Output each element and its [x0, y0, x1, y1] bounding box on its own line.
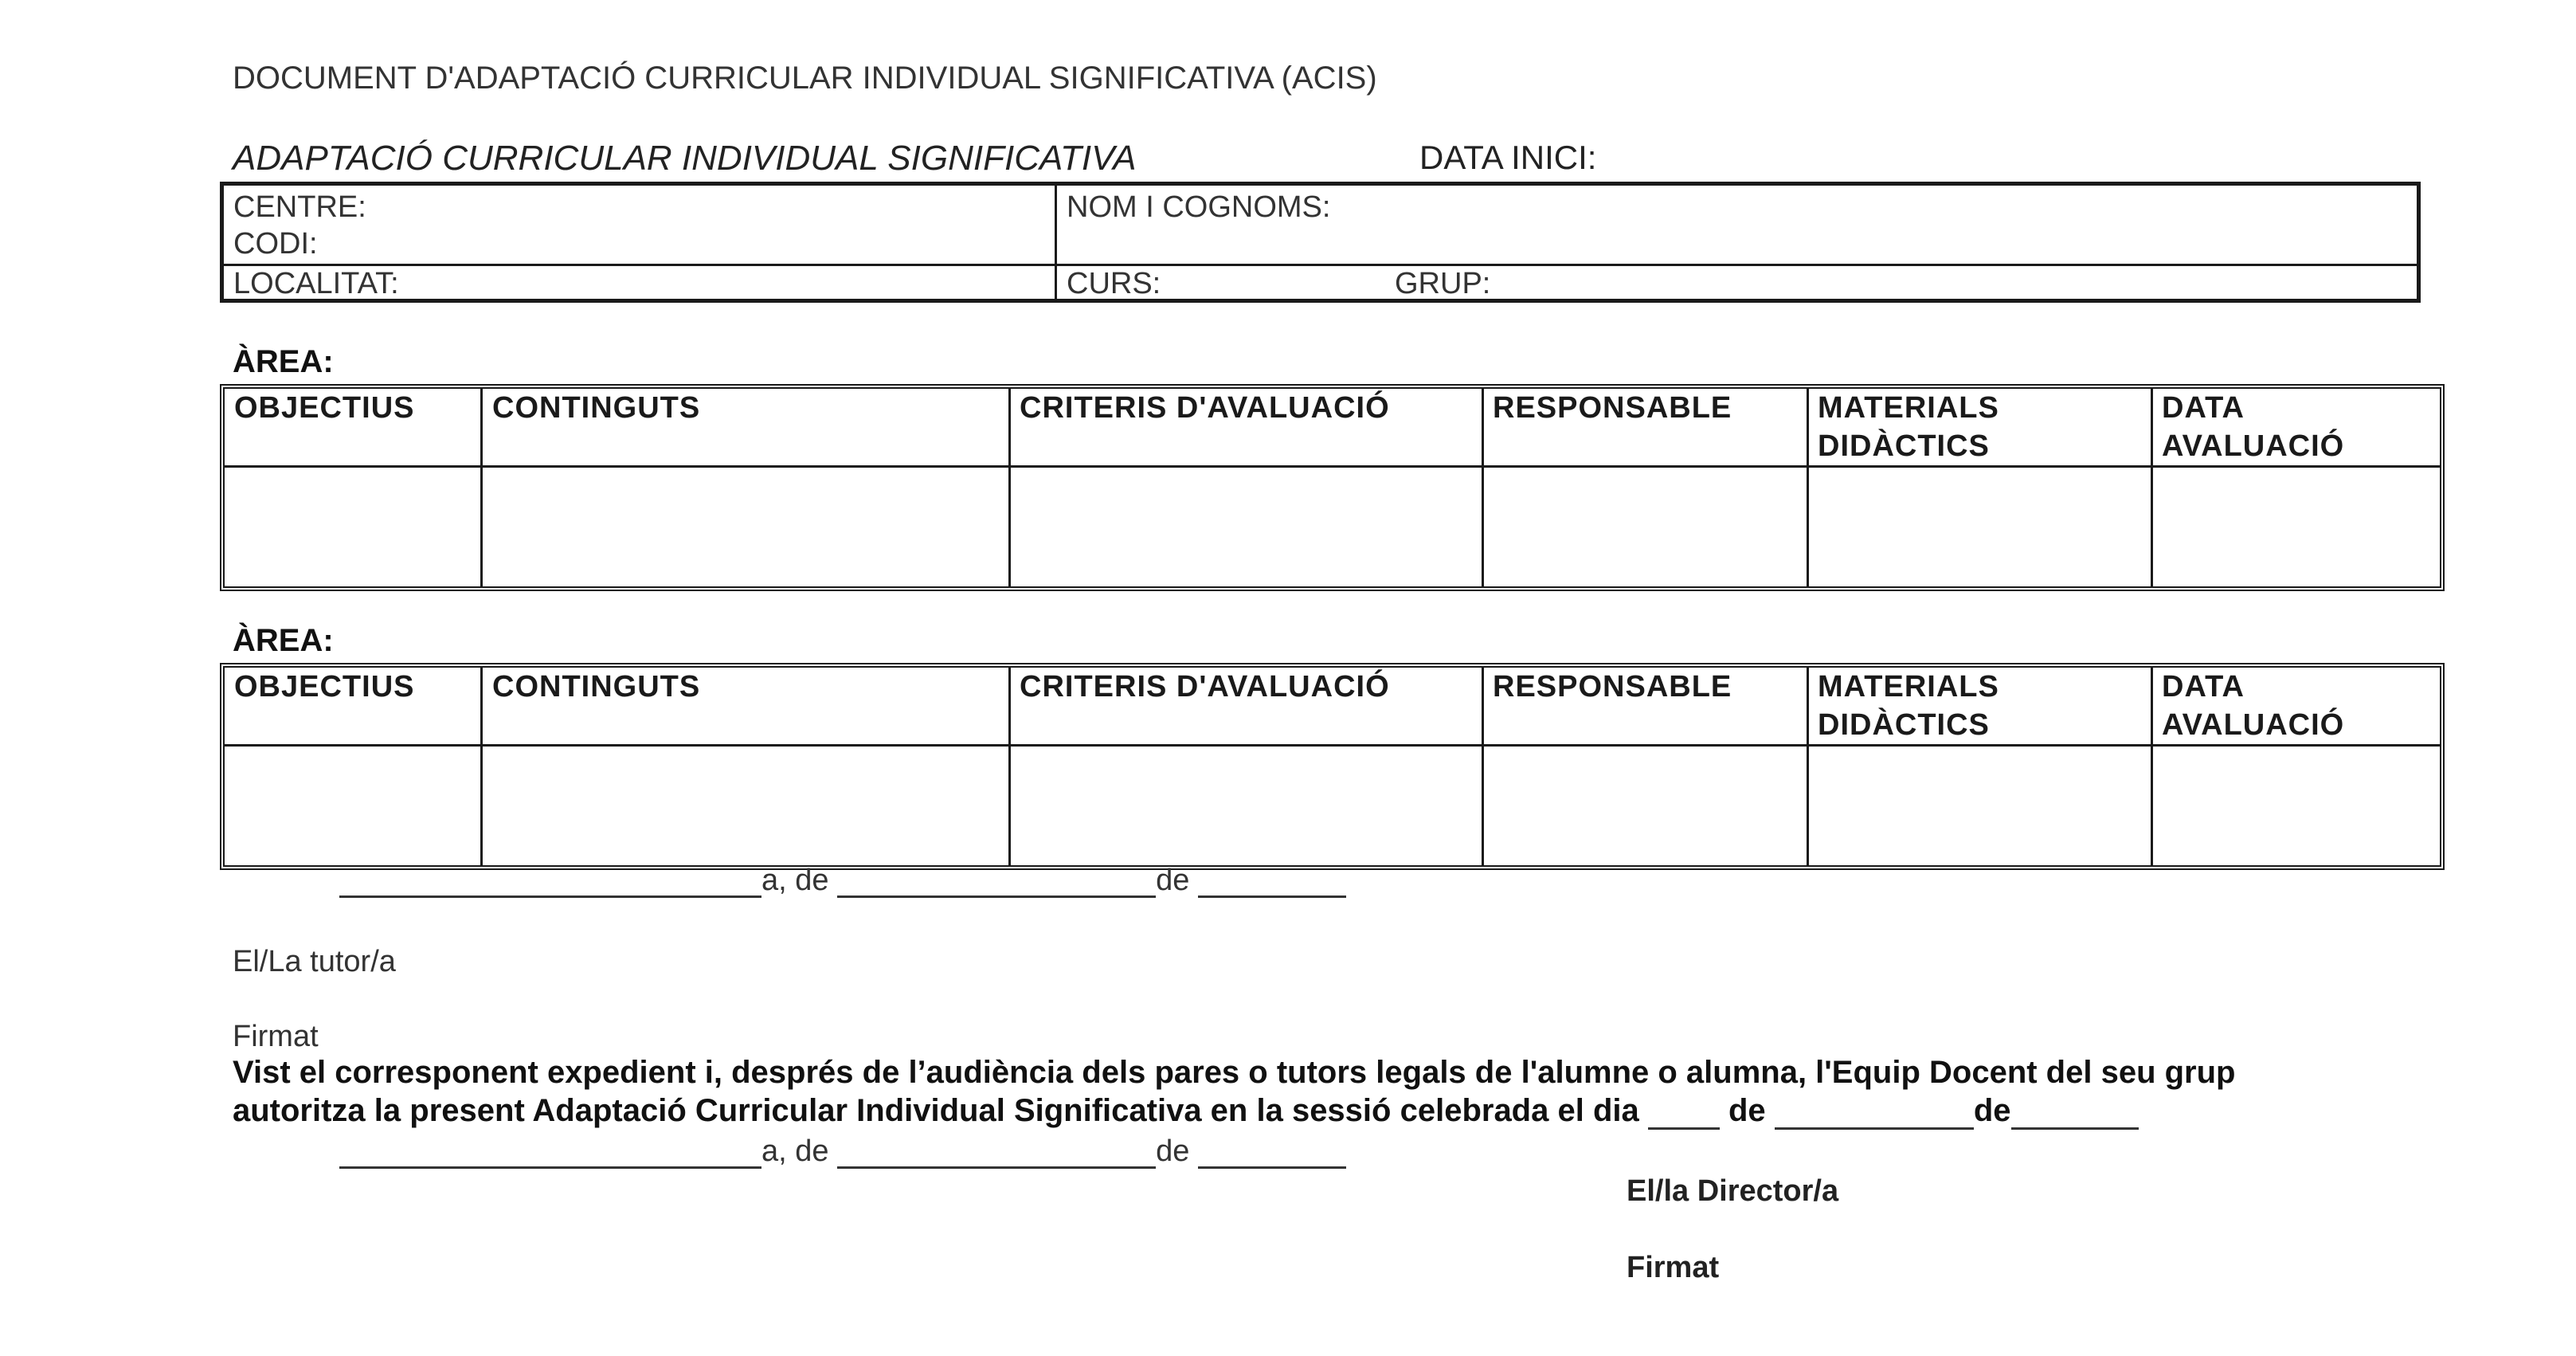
date-line-2 [339, 1135, 1346, 1169]
header-responsable: RESPONSABLE [1493, 670, 1732, 703]
area-table-1 [220, 384, 2445, 591]
de-text: de [1156, 1135, 1190, 1168]
header-data-avaluacio: DATA AVALUACIÓ [2162, 391, 2345, 463]
session-year-blank[interactable] [2011, 1100, 2139, 1130]
header-materials: MATERIALS DIDÀCTICS [1818, 670, 1999, 742]
centre-field-label: CENTRE: [233, 190, 366, 224]
form-title: ADAPTACIÓ CURRICULAR INDIVIDUAL SIGNIFICATIVA [233, 139, 1137, 178]
session-day-blank[interactable] [1648, 1100, 1720, 1130]
header-criteris: CRITERIS D'AVALUACIÓ [1020, 391, 1390, 425]
column-divider [1807, 668, 1809, 865]
column-divider [2151, 668, 2153, 865]
codi-field-label: CODI: [233, 227, 318, 261]
curs-field-label: CURS: [1067, 267, 1161, 300]
info-divider-horizontal [224, 264, 2417, 266]
grup-field-label: GRUP: [1395, 267, 1491, 300]
header-row-divider [225, 465, 2440, 468]
director-label: El/la Director/a [1627, 1174, 1839, 1208]
year-blank[interactable] [1198, 868, 1346, 898]
header-criteris: CRITERIS D'AVALUACIÓ [1020, 670, 1390, 703]
de-text: de [1728, 1093, 1766, 1128]
student-info-box [220, 182, 2421, 303]
header-row-divider [225, 744, 2440, 747]
header-objectius: OBJECTIUS [234, 670, 415, 703]
day-month-blank[interactable] [837, 1139, 1156, 1169]
director-firmat-label: Firmat [1627, 1251, 1720, 1284]
start-date-label: DATA INICI: [1419, 139, 1597, 176]
header-continguts: CONTINGUTS [492, 391, 701, 425]
tutor-label: El/La tutor/a [233, 945, 396, 978]
column-divider [2151, 389, 2153, 586]
column-divider [480, 668, 483, 865]
year-blank[interactable] [1198, 1139, 1346, 1169]
nom-cognoms-field-label: NOM I COGNOMS: [1067, 190, 1331, 224]
authorization-text: autoritza la present Adaptació Curricular Individual Significativa en la sessió celebrada el dia [233, 1093, 1639, 1128]
de-text: de [1973, 1093, 2011, 1128]
area-label-2: ÀREA: [233, 623, 334, 658]
place-blank[interactable] [339, 1139, 761, 1169]
header-materials: MATERIALS DIDÀCTICS [1818, 391, 1999, 463]
header-objectius: OBJECTIUS [234, 391, 415, 425]
a-de-text: a, de [761, 864, 829, 897]
date-line-1 [339, 864, 1346, 898]
column-divider [1008, 668, 1011, 865]
info-divider-vertical [1055, 186, 1057, 299]
authorization-line-1: Vist el corresponent expedient i, després de l’audiència dels pares o tutors legals de l'alumne o alumna, l'Equip Docent del seu grup [233, 1055, 2236, 1090]
header-continguts: CONTINGUTS [492, 670, 701, 703]
day-month-blank[interactable] [837, 868, 1156, 898]
place-blank[interactable] [339, 868, 761, 898]
header-responsable: RESPONSABLE [1493, 391, 1732, 425]
column-divider [1482, 668, 1484, 865]
column-divider [480, 389, 483, 586]
column-divider [1807, 389, 1809, 586]
header-data-avaluacio: DATA AVALUACIÓ [2162, 670, 2345, 742]
area-table-2 [220, 663, 2445, 870]
document-title: DOCUMENT D'ADAPTACIÓ CURRICULAR INDIVIDUAL SIGNIFICATIVA (ACIS) [233, 61, 1377, 96]
tutor-firmat-label: Firmat [233, 1020, 319, 1053]
column-divider [1008, 389, 1011, 586]
localitat-field-label: LOCALITAT: [233, 267, 399, 300]
a-de-text: a, de [761, 1135, 829, 1168]
area-label-1: ÀREA: [233, 344, 334, 379]
de-text: de [1156, 864, 1190, 897]
column-divider [1482, 389, 1484, 586]
session-month-blank[interactable] [1775, 1100, 1974, 1130]
authorization-line-2 [233, 1091, 2139, 1130]
